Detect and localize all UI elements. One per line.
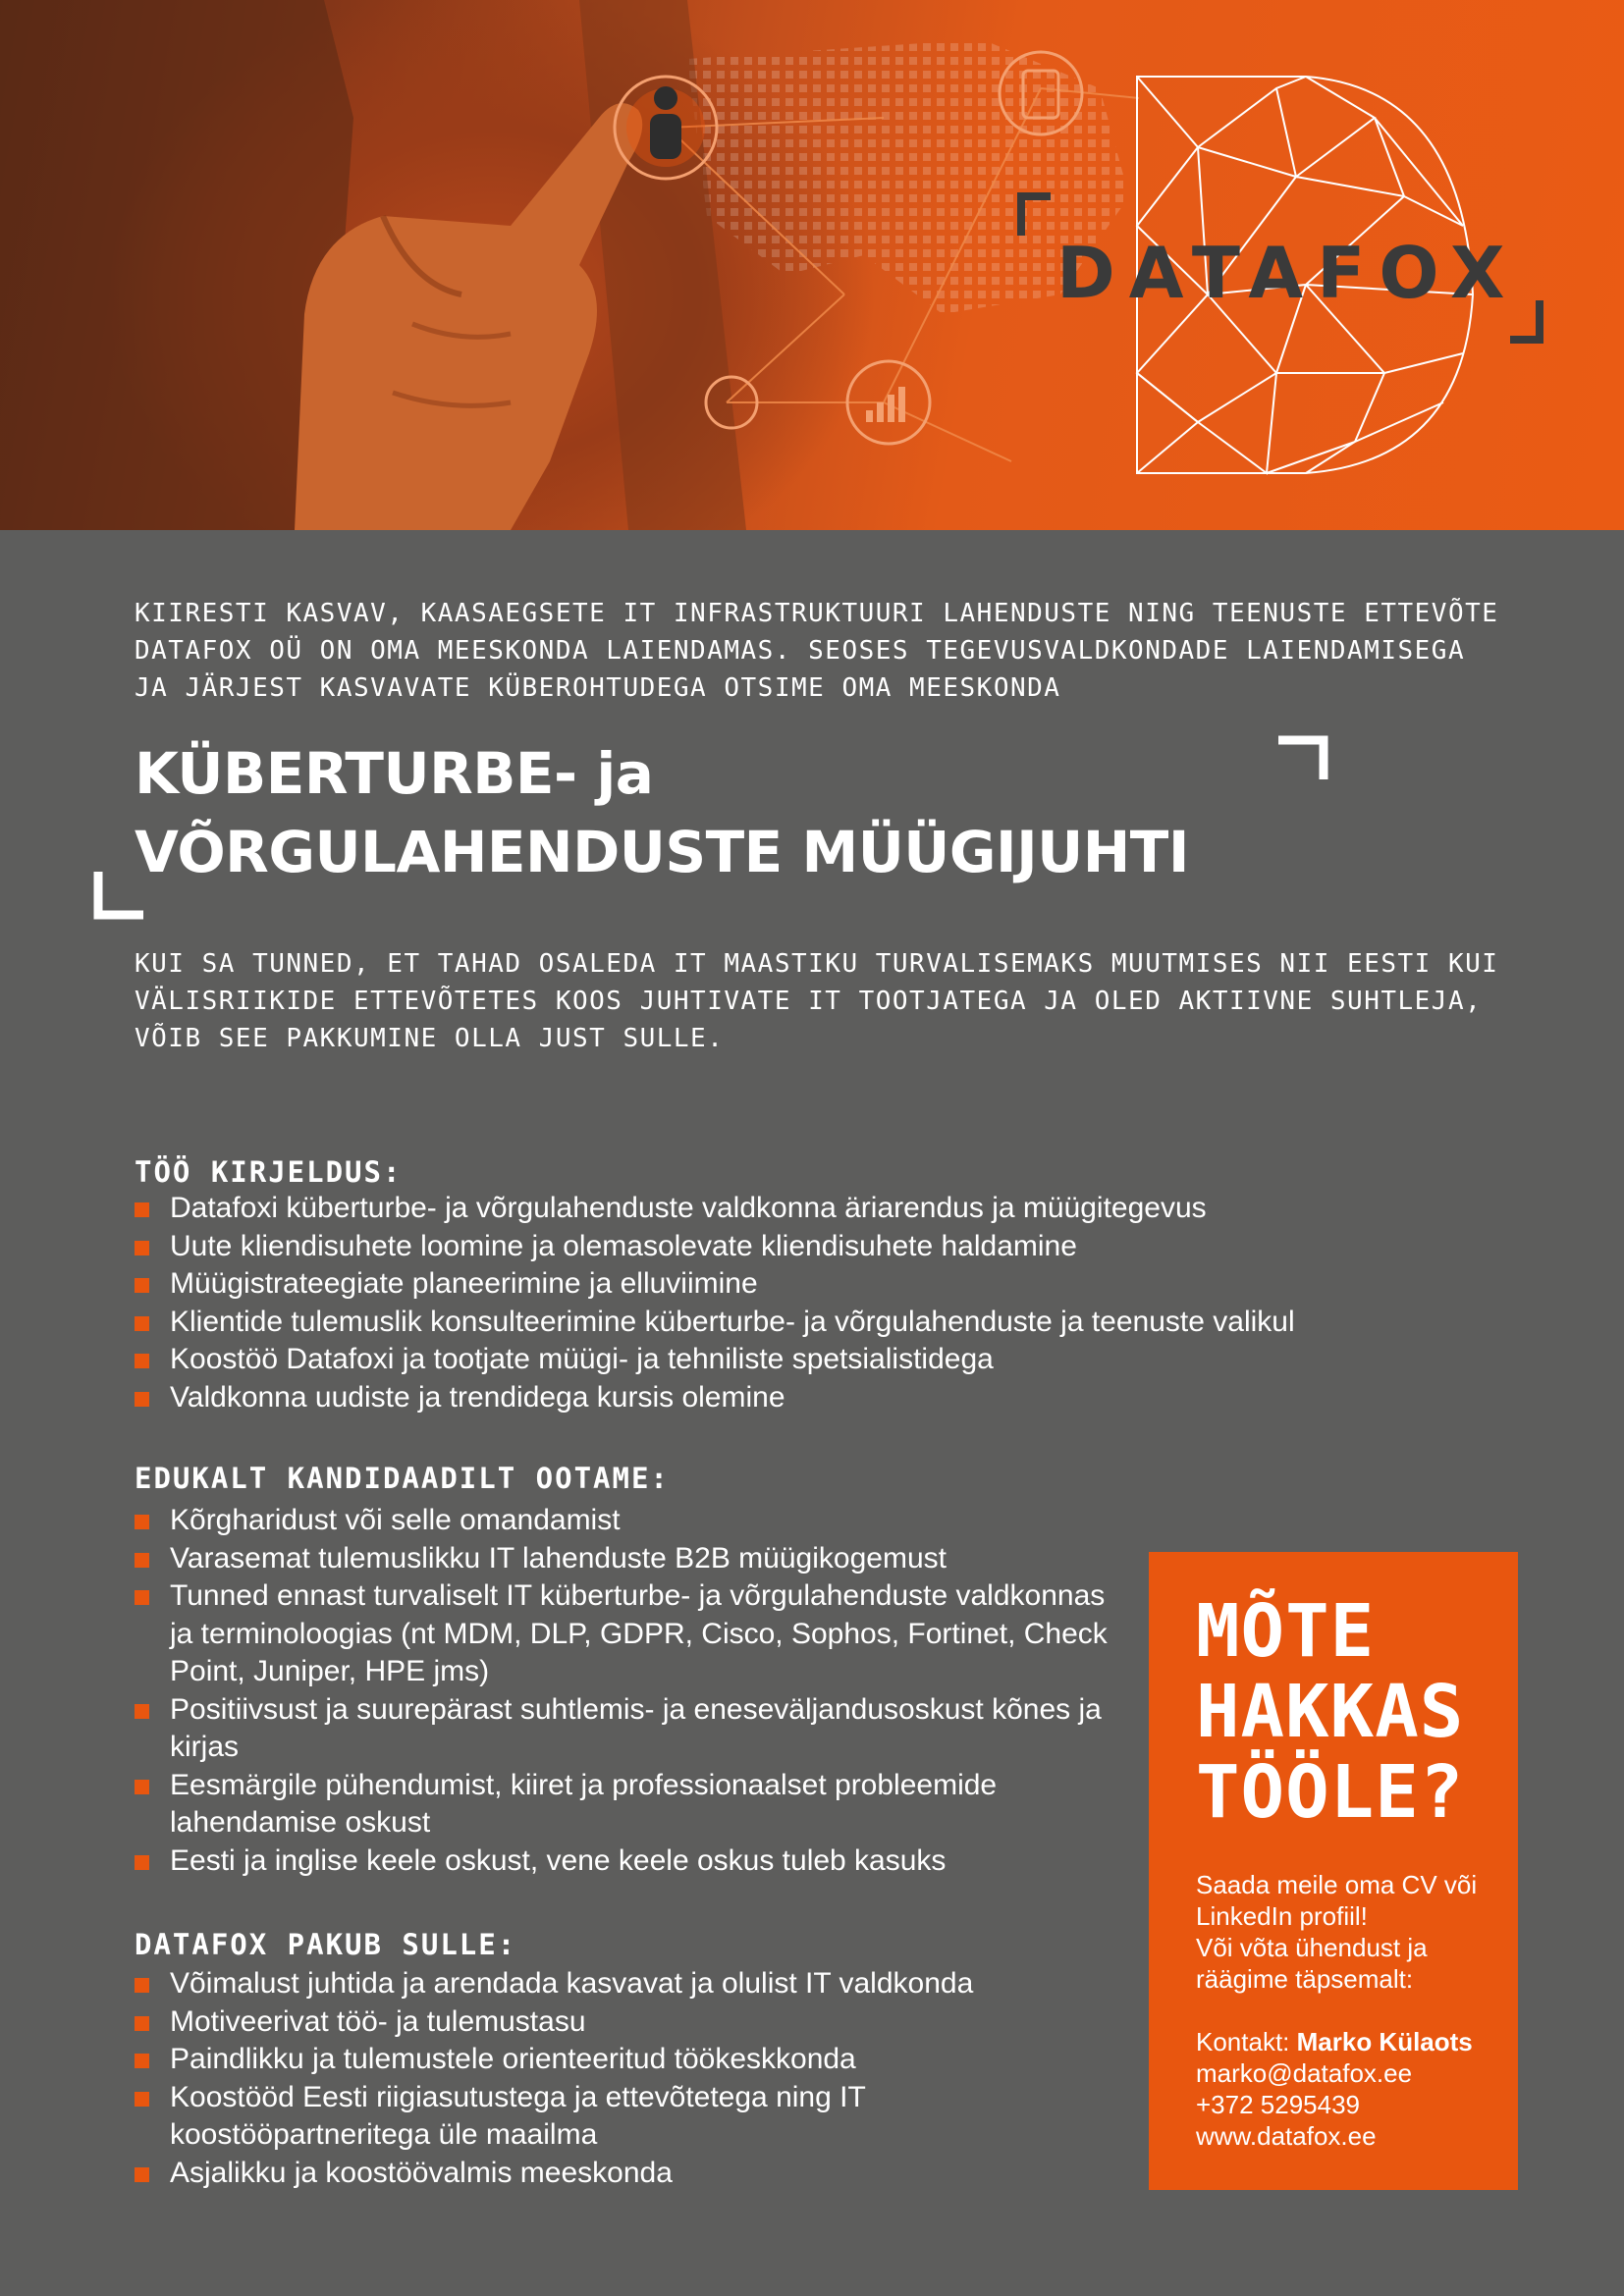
list-item: Kõrgharidust või selle omandamist [135, 1502, 1126, 1540]
list-item: Asjalikku ja koostöövalmis meeskonda [135, 2155, 1126, 2193]
list-item: Datafoxi küberturbe- ja võrgulahenduste valdkonna äriarendus ja müügitegevus [135, 1190, 1489, 1228]
list-item: Uute kliendisuhete loomine ja olemasolevate kliendisuhete haldamine [135, 1228, 1489, 1266]
section-title-offer: DATAFOX PAKUB SULLE: [135, 1928, 517, 1961]
contact-spacer [1196, 1995, 1500, 2026]
list-item: Klientide tulemuslik konsulteerimine küberturbe- ja võrgulahenduste ja teenuste valikul [135, 1304, 1489, 1342]
contact-phone[interactable]: +372 5295439 [1196, 2090, 1361, 2119]
list-item: Tunned ennast turvaliselt IT küberturbe- ja võrgulahenduste valdkonnas ja terminoloogias (nt MDM, DLP, GDPR, Cisco, Sophos, Fortinet, Check Point, Juniper, HPE jms) [135, 1577, 1126, 1691]
contact-website[interactable]: www.datafox.ee [1196, 2121, 1377, 2151]
corner-bracket-bottom-left-icon [92, 868, 151, 923]
contact-text-line: Saada meile oma CV või [1196, 1870, 1478, 1899]
lead-text: KUI SA TUNNED, ET TAHAD OSALEDA IT MAASTIKU TURVALISEMAKS MUUTMISES NII EESTI KUI VÄLISRIIKIDE ETTEVÕTETES KOOS JUHTIVATE IT TOOTJATEGA JA OLED AKTIIVNE SUHTLEJA, VÕIB SEE PAKKUMINE OLLA JUST SULLE. [135, 949, 1499, 1053]
contact-label: Kontakt: [1196, 2027, 1297, 2056]
logo-text: DATAFOX [1056, 232, 1519, 314]
list-item: Eesmärgile pühendumist, kiiret ja professionaalset probleemide lahendamise oskust [135, 1767, 1126, 1842]
job-title-line-2: VÕRGULAHENDUSTE MÜÜGIJUHTI [135, 819, 1189, 885]
corner-bracket-top-right-icon [1272, 734, 1331, 783]
user-node-icon [615, 77, 717, 179]
contact-text-line: räägime täpsemalt: [1196, 1964, 1414, 1994]
contact-text-line: LinkedIn profiil! [1196, 1901, 1368, 1931]
requirements-list [135, 1502, 1126, 1880]
list-item: Koostööd Eesti riigiasutustega ja ettevõtetega ning IT koostööpartneritega üle maailma [135, 2079, 1126, 2155]
contact-person [1196, 2026, 1500, 2057]
contact-title-line-2: HAKKAS [1196, 1670, 1465, 1754]
contact-title-line-1: MÕTE [1196, 1589, 1376, 1674]
list-item: Koostöö Datafoxi ja tootjate müügi- ja tehniliste spetsialistidega [135, 1341, 1489, 1379]
contact-name: Marko Külaots [1296, 2027, 1473, 2056]
contact-box-title [1196, 1591, 1464, 1833]
list-item: Võimalust juhtida ja arendada kasvavat ja olulist IT valdkonda [135, 1965, 1126, 2003]
list-item: Motiveerivat töö- ja tulemustasu [135, 2003, 1126, 2042]
intro-text: KIIRESTI KASVAV, KAASAEGSETE IT INFRASTRUKTUURI LAHENDUSTE NING TEENUSTE ETTEVÕTE DATAFOX OÜ ON OMA MEESKONDA LAIENDAMAS. SEOSES TEGEVUSVALDKONDADE LAIENDAMISEGA JA JÄRJEST KASVAVATE KÜBEROHTUDEGA OTSIME OMA MEESKONDA [135, 599, 1499, 703]
list-item: Positiivsust ja suurepärast suhtlemis- ja eneseväljandusoskust kõnes ja kirjas [135, 1691, 1126, 1767]
section-title-requirements: EDUKALT KANDIDAADILT OOTAME: [135, 1462, 670, 1495]
job-description-list [135, 1190, 1489, 1416]
hero-banner [0, 0, 1624, 530]
contact-title-line-3: TÖÖLE? [1196, 1750, 1465, 1835]
contact-text-line: Või võta ühendust ja [1196, 1933, 1428, 1962]
section-title-job-description: TÖÖ KIRJELDUS: [135, 1155, 403, 1189]
list-item: Valdkonna uudiste ja trendidega kursis olemine [135, 1379, 1489, 1417]
list-item: Eesti ja inglise keele oskust, vene keele oskus tuleb kasuks [135, 1842, 1126, 1881]
offer-list [135, 1965, 1126, 2192]
contact-email[interactable]: marko@datafox.ee [1196, 2058, 1413, 2088]
contact-box-body [1196, 1869, 1500, 2152]
job-title [135, 734, 1189, 891]
job-title-line-1: KÜBERTURBE- ja [135, 740, 654, 807]
contact-box [1149, 1552, 1518, 2190]
list-item: Paindlikku ja tulemustele orienteeritud töökeskkonda [135, 2041, 1126, 2079]
hero-illustration [0, 0, 1624, 530]
list-item: Varasemat tulemuslikku IT lahenduste B2B müügikogemust [135, 1540, 1126, 1578]
list-item: Müügistrateegiate planeerimine ja elluviimine [135, 1265, 1489, 1304]
